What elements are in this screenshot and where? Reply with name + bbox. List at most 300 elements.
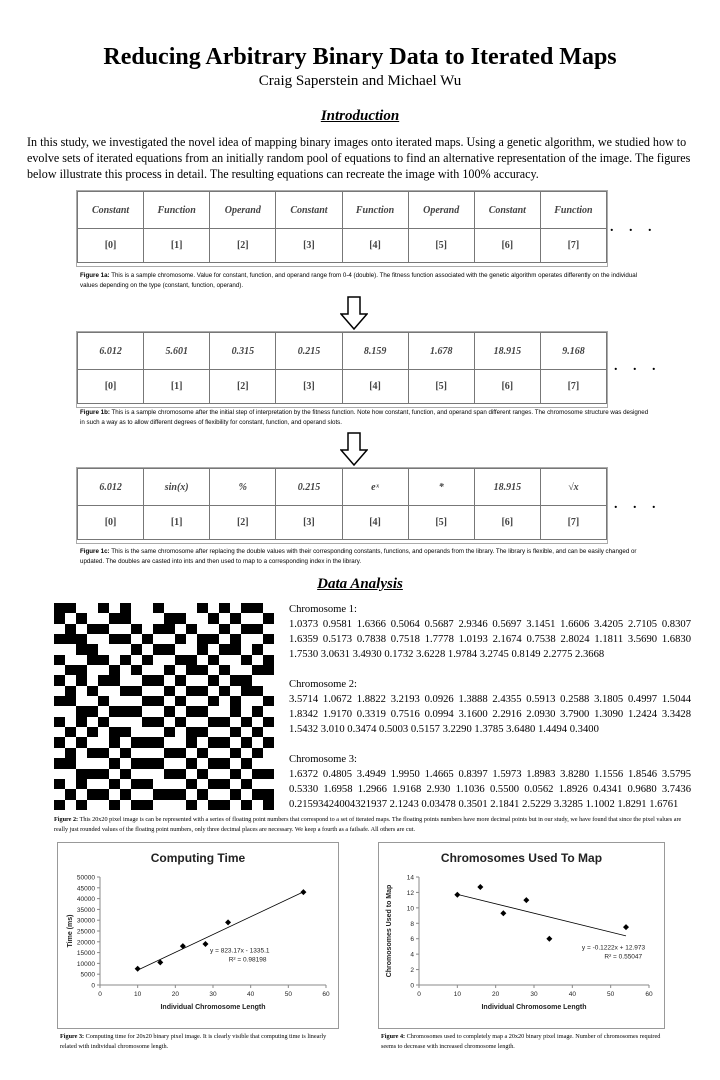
- y-tick-label: 12: [406, 889, 414, 897]
- pixel: [65, 748, 76, 758]
- pixel: [230, 624, 241, 634]
- chromosome-cell: 0.215: [276, 469, 342, 506]
- pixel: [186, 696, 197, 706]
- pixel: [87, 675, 98, 685]
- pixel: [230, 634, 241, 644]
- pixel: [65, 613, 76, 623]
- pixel: [65, 634, 76, 644]
- pixel: [219, 624, 230, 634]
- pixel: [252, 675, 263, 685]
- pixel: [197, 603, 208, 613]
- x-tick-label: 10: [453, 991, 461, 998]
- pixel: [230, 675, 241, 685]
- pixel: [153, 737, 164, 747]
- y-tick-label: 10: [406, 905, 414, 913]
- pixel: [230, 613, 241, 623]
- pixel: [131, 769, 142, 779]
- pixel: [54, 675, 65, 685]
- pixel: [120, 748, 131, 758]
- pixel: [98, 655, 109, 665]
- chromosome-cell: 1.678: [408, 333, 474, 370]
- chromosome-cell: Function: [540, 192, 606, 229]
- pixel: [164, 748, 175, 758]
- figure-2-caption: [54, 815, 694, 834]
- chromosome-cell: Function: [342, 192, 408, 229]
- pixel: [142, 665, 153, 675]
- chromosome-type-row: [78, 192, 607, 229]
- caption-label: Figure 3:: [60, 1033, 85, 1040]
- y-tick-label: 30000: [76, 917, 95, 925]
- pixel: [197, 800, 208, 810]
- pixel: [241, 717, 252, 727]
- pixel: [263, 706, 274, 716]
- pixel: [164, 624, 175, 634]
- x-tick-label: 50: [284, 991, 292, 998]
- chromosome-value-row: [78, 333, 607, 370]
- pixel: [208, 737, 219, 747]
- pixel: [120, 624, 131, 634]
- pixel: [54, 748, 65, 758]
- chromosome-cell: %: [210, 469, 276, 506]
- chromosome-cell: *: [408, 469, 474, 506]
- pixel: [54, 727, 65, 737]
- index-cell: [5]: [408, 506, 474, 540]
- data-point: [523, 897, 529, 903]
- chromosome-values: 1.0373 0.9581 1.6366 0.5064 0.5687 2.9346 0.5697 3.1451 1.6606 3.4205 2.7105 0.8307 1.6359 0.5173 0.7838 0.7518 1.7778 1.0193 2.1674 0.7538 2.8024 1.1811 3.5690 1.6830 1.7530 3.0631 3.4930 0.1732 3.6228 1.9784 3.2745 0.8149 2.2775 2.3668: [289, 619, 691, 660]
- pixel: [186, 634, 197, 644]
- y-tick-label: 0: [410, 982, 414, 990]
- pixel: [263, 665, 274, 675]
- pixel: [109, 737, 120, 747]
- pixel: [197, 655, 208, 665]
- data-point: [623, 924, 629, 930]
- caption-text: Computing time for 20x20 binary pixel image. It is clearly visible that computing time is linearly related with individual chromosome length.: [60, 1033, 327, 1050]
- x-axis-label: Individual Chromosome Length: [160, 1004, 266, 1011]
- pixel: [120, 717, 131, 727]
- pixel: [230, 644, 241, 654]
- y-tick-label: 6: [410, 936, 414, 944]
- pixel: [241, 624, 252, 634]
- pixel: [65, 737, 76, 747]
- pixel: [230, 655, 241, 665]
- pixel: [175, 748, 186, 758]
- pixel: [76, 634, 87, 644]
- pixel: [208, 748, 219, 758]
- pixel: [131, 613, 142, 623]
- x-tick-label: 30: [209, 991, 217, 998]
- chromosome-table-1a: [77, 191, 607, 263]
- pixel: [252, 655, 263, 665]
- pixel: [87, 644, 98, 654]
- pixel: [87, 655, 98, 665]
- pixel: [131, 706, 142, 716]
- pixel: [109, 769, 120, 779]
- pixel: [131, 758, 142, 768]
- pixel: [252, 696, 263, 706]
- pixel: [230, 603, 241, 613]
- pixel: [164, 800, 175, 810]
- pixel: [87, 758, 98, 768]
- pixel: [230, 779, 241, 789]
- pixel: [186, 800, 197, 810]
- pixel: [263, 634, 274, 644]
- pixel: [186, 748, 197, 758]
- ellipsis-1b: . . .: [614, 359, 662, 374]
- index-cell: [4]: [342, 506, 408, 540]
- pixel: [241, 665, 252, 675]
- pixel: [153, 634, 164, 644]
- pixel: [197, 789, 208, 799]
- pixel: [87, 748, 98, 758]
- pixel: [87, 696, 98, 706]
- chromosome-cell: Constant: [276, 192, 342, 229]
- pixel: [65, 779, 76, 789]
- pixel: [87, 800, 98, 810]
- pixel: [65, 696, 76, 706]
- index-cell: [5]: [408, 229, 474, 263]
- pixel: [241, 634, 252, 644]
- figure-3-caption: [60, 1032, 340, 1051]
- pixel: [186, 644, 197, 654]
- pixel: [76, 737, 87, 747]
- pixel: [252, 665, 263, 675]
- pixel: [175, 706, 186, 716]
- pixel: [263, 800, 274, 810]
- pixel: [164, 644, 175, 654]
- pixel: [175, 696, 186, 706]
- caption-text: This is a sample chromosome. Value for constant, function, and operand range from 0-4 (double). The fitness function associated with the genetic algorithm operates differently on the individual values depending on the type (constant, function, operand).: [80, 272, 638, 289]
- pixel: [120, 603, 131, 613]
- pixel: [230, 789, 241, 799]
- pixel: [263, 624, 274, 634]
- pixel: [241, 758, 252, 768]
- pixel: [131, 696, 142, 706]
- pixel: [109, 655, 120, 665]
- ellipsis-1c: . . .: [614, 497, 662, 512]
- pixel: [142, 748, 153, 758]
- pixel: [76, 665, 87, 675]
- pixel: [208, 655, 219, 665]
- pixel: [87, 634, 98, 644]
- pixel: [120, 758, 131, 768]
- pixel: [197, 624, 208, 634]
- pixel: [153, 655, 164, 665]
- pixel: [76, 779, 87, 789]
- pixel: [219, 665, 230, 675]
- pixel: [208, 717, 219, 727]
- pixel: [252, 748, 263, 758]
- chromosome-cell: 6.012: [78, 469, 144, 506]
- pixel: [98, 737, 109, 747]
- pixel: [65, 655, 76, 665]
- y-axis-label: Time (ms): [67, 914, 74, 948]
- pixel: [87, 603, 98, 613]
- pixel: [186, 675, 197, 685]
- pixel: [109, 727, 120, 737]
- index-cell: [0]: [78, 370, 144, 404]
- data-point: [454, 892, 460, 898]
- pixel: [219, 696, 230, 706]
- index-cell: [7]: [540, 506, 606, 540]
- pixel: [142, 634, 153, 644]
- pixel: [120, 613, 131, 623]
- index-cell: [1]: [144, 229, 210, 263]
- chromosome-index-row: [78, 370, 607, 404]
- pixel: [87, 706, 98, 716]
- pixel: [120, 686, 131, 696]
- pixel: [87, 737, 98, 747]
- pixel: [175, 758, 186, 768]
- pixel: [219, 779, 230, 789]
- pixel: [142, 758, 153, 768]
- pixel: [65, 758, 76, 768]
- chromosome-label: Chromosome 3:: [289, 754, 357, 765]
- down-arrow-icon: [340, 432, 368, 466]
- pixel: [175, 727, 186, 737]
- binary-pixel-image: [54, 603, 274, 810]
- pixel: [175, 769, 186, 779]
- pixel: [186, 706, 197, 716]
- pixel: [98, 706, 109, 716]
- pixel: [65, 727, 76, 737]
- pixel: [197, 665, 208, 675]
- pixel: [76, 727, 87, 737]
- pixel: [230, 748, 241, 758]
- chromosomes-used-chart: [378, 842, 665, 1029]
- ellipsis-1a: . . .: [610, 220, 658, 235]
- index-cell: [0]: [78, 506, 144, 540]
- y-tick-label: 0: [91, 982, 95, 990]
- pixel: [153, 665, 164, 675]
- data-point: [225, 919, 231, 925]
- pixel: [76, 789, 87, 799]
- pixel: [76, 748, 87, 758]
- pixel: [219, 717, 230, 727]
- pixel: [263, 748, 274, 758]
- index-cell: [2]: [210, 229, 276, 263]
- r-squared-label: R² = 0.55047: [604, 953, 643, 961]
- data-point: [202, 941, 208, 947]
- pixel: [197, 634, 208, 644]
- pixel: [186, 624, 197, 634]
- pixel: [197, 613, 208, 623]
- pixel: [98, 727, 109, 737]
- pixel: [142, 800, 153, 810]
- pixel: [219, 789, 230, 799]
- data-point: [300, 889, 306, 895]
- pixel: [219, 769, 230, 779]
- pixel: [175, 603, 186, 613]
- pixel: [175, 737, 186, 747]
- pixel: [263, 613, 274, 623]
- y-tick-label: 15000: [76, 950, 95, 958]
- chromosome-library-row: [78, 469, 607, 506]
- pixel: [241, 655, 252, 665]
- figure-1c-table: [76, 467, 608, 544]
- pixel: [153, 758, 164, 768]
- pixel: [197, 769, 208, 779]
- y-tick-label: 20000: [76, 939, 95, 947]
- pixel: [208, 706, 219, 716]
- pixel: [65, 769, 76, 779]
- pixel: [197, 727, 208, 737]
- pixel: [142, 644, 153, 654]
- chromosome-index-row: [78, 229, 607, 263]
- pixel: [98, 800, 109, 810]
- pixel: [164, 737, 175, 747]
- pixel: [263, 769, 274, 779]
- r-squared-label: R² = 0.98198: [228, 956, 267, 964]
- pixel: [65, 800, 76, 810]
- pixel: [164, 696, 175, 706]
- pixel: [54, 737, 65, 747]
- pixel: [142, 779, 153, 789]
- data-analysis-heading: Data Analysis: [317, 576, 403, 592]
- pixel: [76, 686, 87, 696]
- pixel: [153, 769, 164, 779]
- chromosome-1: [289, 602, 691, 662]
- y-tick-label: 14: [406, 874, 414, 882]
- caption-text: Chromosomes used to completely map a 20x20 binary pixel image. Number of chromosomes required seems to decrease with increased chromosome length.: [381, 1033, 661, 1050]
- pixel: [109, 748, 120, 758]
- pixel: [142, 769, 153, 779]
- x-tick-label: 40: [247, 991, 255, 998]
- computing-time-svg: [58, 843, 338, 1028]
- chart-title: Chromosomes Used To Map: [440, 851, 603, 865]
- pixel: [76, 696, 87, 706]
- chromosome-cell: 0.215: [276, 333, 342, 370]
- chromosome-cell: 8.159: [342, 333, 408, 370]
- pixel: [54, 706, 65, 716]
- pixel: [175, 613, 186, 623]
- pixel: [153, 717, 164, 727]
- pixel: [87, 717, 98, 727]
- pixel: [153, 727, 164, 737]
- pixel: [54, 800, 65, 810]
- chromosome-cell: Function: [144, 192, 210, 229]
- chromosome-cell: 18.915: [474, 469, 540, 506]
- pixel: [54, 717, 65, 727]
- pixel: [109, 613, 120, 623]
- pixel: [208, 789, 219, 799]
- y-tick-label: 35000: [76, 906, 95, 914]
- chromosomes-used-svg: [379, 843, 664, 1028]
- pixel: [219, 758, 230, 768]
- pixel: [65, 686, 76, 696]
- pixel: [109, 665, 120, 675]
- pixel: [153, 644, 164, 654]
- chromosome-cell: 18.915: [474, 333, 540, 370]
- x-tick-label: 60: [645, 991, 653, 998]
- pixel: [87, 613, 98, 623]
- pixel: [208, 603, 219, 613]
- pixel: [153, 789, 164, 799]
- pixel: [131, 644, 142, 654]
- chromosome-values: 1.6372 0.4805 3.4949 1.9950 1.4665 0.8397 1.5973 1.8983 3.8280 1.1556 1.8546 3.5795 0.5330 1.6958 1.2966 1.9168 2.930 1.1036 0.5500 0.0562 1.8926 0.4341 0.9680 3.7436 0.21593424004321937 2.1243 0.03478 0.3501 2.1841 2.5229 3.3285 1.1002 1.8291 1.6761: [289, 769, 691, 810]
- pixel: [87, 665, 98, 675]
- chart-title: Computing Time: [150, 851, 246, 865]
- pixel: [230, 737, 241, 747]
- x-tick-label: 0: [417, 991, 421, 998]
- pixel: [87, 779, 98, 789]
- pixel: [175, 675, 186, 685]
- down-arrow-icon: [340, 296, 368, 330]
- pixel: [142, 603, 153, 613]
- pixel: [186, 665, 197, 675]
- pixel: [263, 655, 274, 665]
- index-cell: [4]: [342, 229, 408, 263]
- pixel: [120, 706, 131, 716]
- pixel: [65, 603, 76, 613]
- pixel: [252, 737, 263, 747]
- pixel: [109, 644, 120, 654]
- pixel: [175, 644, 186, 654]
- figure-1b-table: [76, 331, 608, 408]
- pixel: [208, 686, 219, 696]
- x-tick-label: 20: [492, 991, 500, 998]
- pixel: [241, 800, 252, 810]
- pixel: [219, 706, 230, 716]
- y-tick-label: 25000: [76, 928, 95, 936]
- pixel: [131, 655, 142, 665]
- y-tick-label: 2: [410, 967, 414, 975]
- chromosome-cell: 0.315: [210, 333, 276, 370]
- pixel: [208, 800, 219, 810]
- pixel: [120, 769, 131, 779]
- pixel: [98, 603, 109, 613]
- index-cell: [6]: [474, 229, 540, 263]
- chromosome-index-row: [78, 506, 607, 540]
- pixel: [219, 644, 230, 654]
- pixel: [98, 634, 109, 644]
- trendline-equation: y = -0.1222x + 12.973: [581, 944, 646, 952]
- pixel: [219, 603, 230, 613]
- pixel: [98, 696, 109, 706]
- pixel: [54, 634, 65, 644]
- pixel: [197, 675, 208, 685]
- y-tick-label: 50000: [76, 874, 95, 882]
- pixel: [87, 624, 98, 634]
- pixel: [186, 789, 197, 799]
- pixel: [65, 706, 76, 716]
- data-point: [546, 936, 552, 942]
- pixel: [153, 748, 164, 758]
- pixel: [197, 706, 208, 716]
- pixel: [252, 769, 263, 779]
- y-axis-label: Chromosomes Used to Map: [386, 884, 393, 978]
- pixel: [186, 613, 197, 623]
- pixel: [175, 634, 186, 644]
- pixel: [186, 686, 197, 696]
- pixel: [76, 675, 87, 685]
- pixel: [54, 696, 65, 706]
- pixel: [219, 613, 230, 623]
- pixel: [164, 779, 175, 789]
- chromosome-table-1c: [77, 468, 607, 540]
- x-axis-label: Individual Chromosome Length: [481, 1004, 587, 1011]
- pixel: [241, 644, 252, 654]
- pixel: [153, 624, 164, 634]
- pixel: [98, 644, 109, 654]
- chromosome-cell: eˣ: [342, 469, 408, 506]
- y-tick-label: 40000: [76, 896, 95, 904]
- pixel: [263, 603, 274, 613]
- index-cell: [3]: [276, 370, 342, 404]
- pixel: [109, 800, 120, 810]
- caption-label: Figure 1c:: [80, 548, 110, 555]
- pixel: [54, 665, 65, 675]
- pixel: [164, 769, 175, 779]
